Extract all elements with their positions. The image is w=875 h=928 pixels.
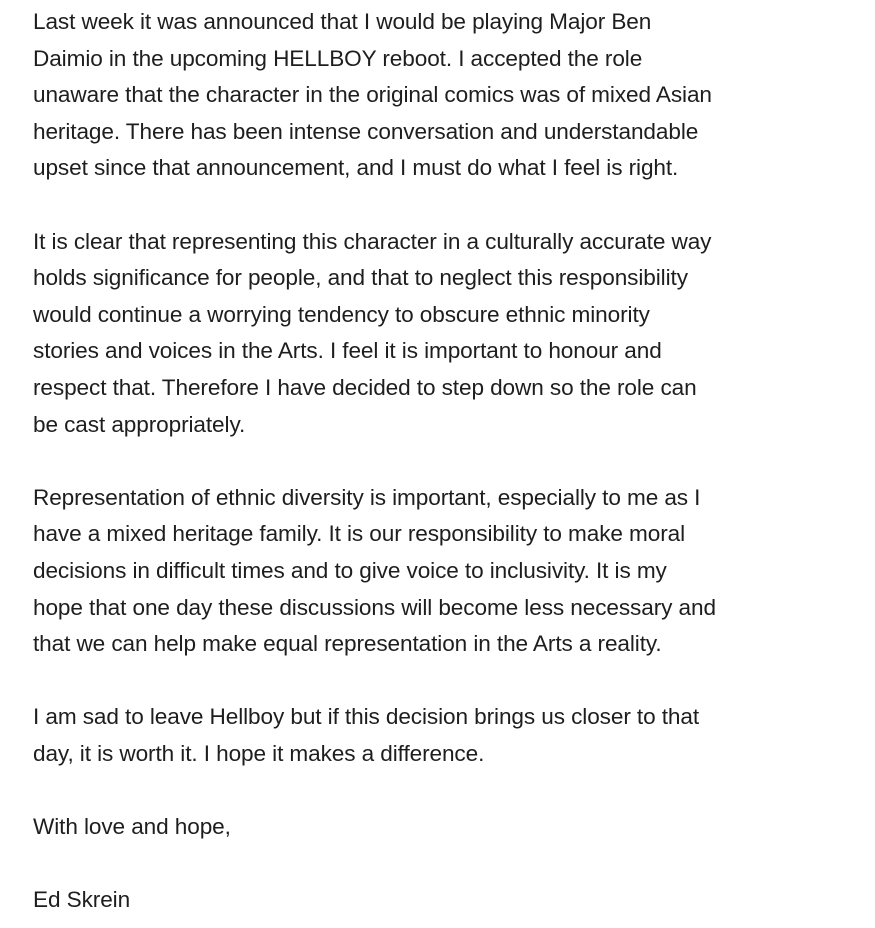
paragraph-spacer: [33, 443, 863, 480]
paragraph-farewell: [33, 699, 863, 772]
text-line: heritage. There has been intense conversation and understandable: [33, 118, 699, 144]
text-line: hope that one day these discussions will become less necessary and: [33, 594, 716, 620]
text-line: that we can help make equal representation in the Arts a reality.: [33, 631, 662, 657]
paragraph-spacer: [33, 187, 863, 224]
text-line: be cast appropriately.: [33, 411, 246, 437]
text-line: upset since that announcement, and I must do what I feel is right.: [33, 155, 679, 181]
text-line: would continue a worrying tendency to obscure ethnic minority: [33, 301, 650, 327]
text-line: Ed Skrein: [33, 887, 131, 913]
text-line: holds significance for people, and that to neglect this responsibility: [33, 265, 688, 291]
text-line: stories and voices in the Arts. I feel it is important to honour and: [33, 338, 662, 364]
text-line: Daimio in the upcoming HELLBOY reboot. I accepted the role: [33, 45, 643, 71]
text-line: I am sad to leave Hellboy but if this decision brings us closer to that: [33, 704, 700, 730]
paragraph-spacer: [33, 772, 863, 809]
paragraph-spacer: [33, 663, 863, 700]
statement-document: [33, 4, 863, 919]
text-line: Representation of ethnic diversity is important, especially to me as I: [33, 484, 701, 510]
paragraph-representation: [33, 224, 863, 444]
text-line: have a mixed heritage family. It is our responsibility to make moral: [33, 521, 686, 547]
text-line: day, it is worth it. I hope it makes a difference.: [33, 740, 485, 766]
text-line: decisions in difficult times and to give voice to inclusivity. It is my: [33, 557, 667, 583]
paragraph-announcement: [33, 4, 863, 187]
paragraph-diversity: [33, 480, 863, 663]
text-line: respect that. Therefore I have decided to step down so the role can: [33, 374, 697, 400]
text-line: It is clear that representing this character in a culturally accurate way: [33, 228, 712, 254]
signature-name: [33, 882, 863, 919]
paragraph-spacer: [33, 846, 863, 883]
text-line: unaware that the character in the original comics was of mixed Asian: [33, 82, 712, 108]
closing-salutation: [33, 809, 863, 846]
text-line: With love and hope,: [33, 814, 231, 840]
text-line: Last week it was announced that I would be playing Major Ben: [33, 9, 652, 34]
